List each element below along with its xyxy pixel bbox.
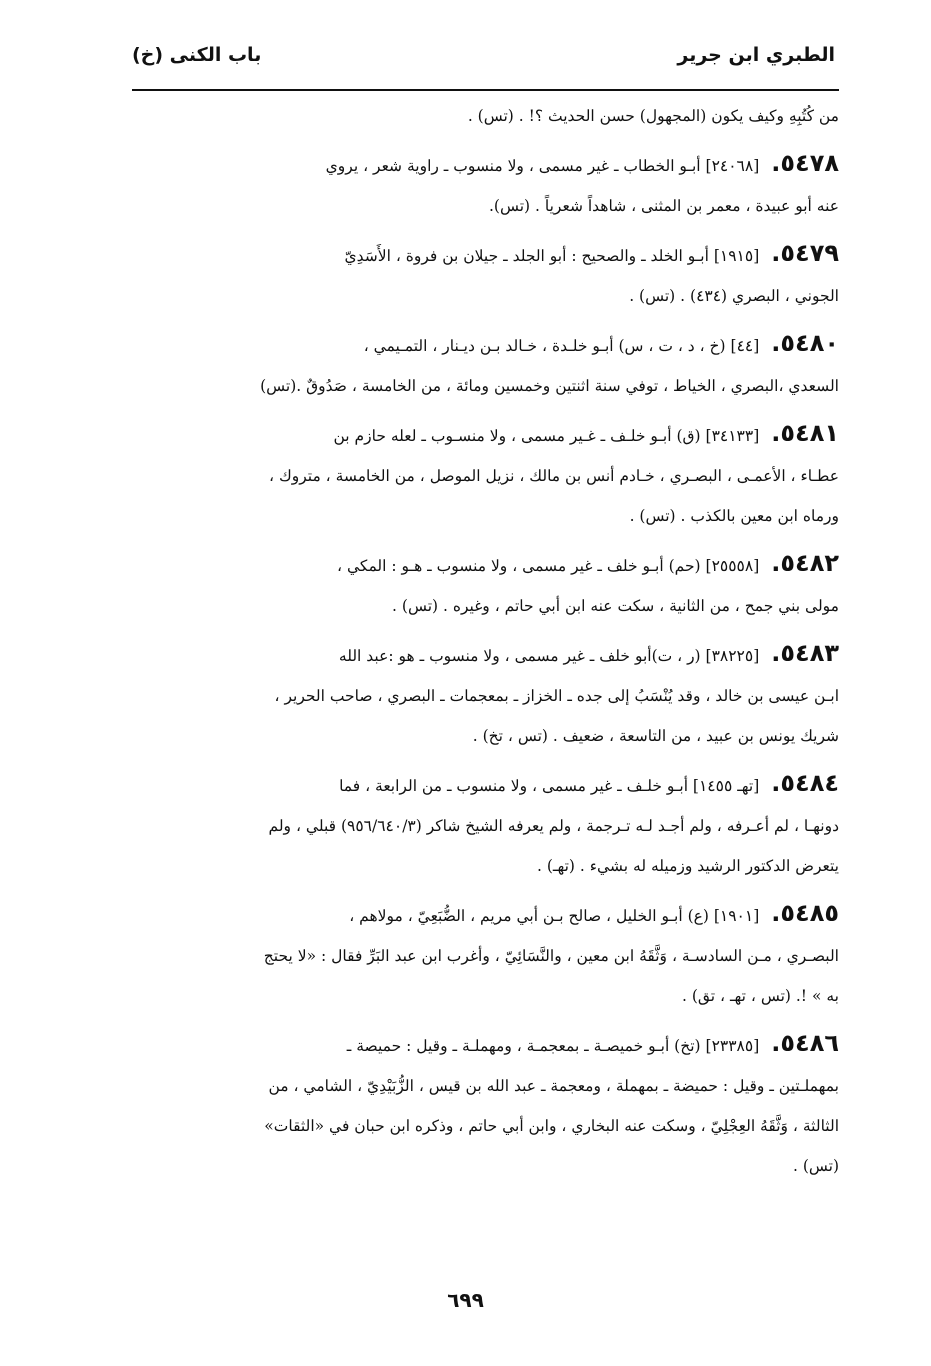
entry-text: [١٩٠١] (ع) أبـو الخليل ، صالح بـن أبي مريم ، الضُّبَعِيّ ، مولاهم ، [349, 907, 760, 925]
entry-line [132, 406, 839, 456]
entry-line [132, 536, 839, 586]
text-line: عطـاء ، الأعمـى ، البصـري ، خـادم أنس بن مالك ، نزيل الموصل ، من الخامسة ، متروك ، [269, 467, 839, 485]
entry-number: ٥٤٨٢. [771, 549, 839, 577]
entry-number: ٥٤٧٨. [771, 149, 839, 177]
page-body [132, 96, 839, 1186]
header-rule [132, 89, 839, 91]
entry-line [132, 756, 839, 806]
entry-text: [٤٤] (خ ، د ، ت ، س) أبـو خلـدة ، خـالد بـن ديـنار ، التمـيمي ، [363, 337, 760, 355]
text-line: بمهملـتين ـ وقيل : حميضة ـ بمهملة ، ومعجمة ـ عبد الله بن قيس ، الزُّبَيْدِيّ ، الشامي ، من [268, 1077, 839, 1095]
entry-line [132, 316, 839, 366]
running-title: الطبري ابن جرير [677, 44, 835, 66]
text-line: شريك يونس بن عبيد ، من التاسعة ، ضعيف . (تس ، تخ) . [472, 727, 839, 745]
entry-line [132, 886, 839, 936]
text-line: يتعرض الدكتور الرشيد وزميله له بشيء . (تهـ) . [537, 857, 839, 875]
entry-text: [٢٥٥٥٨] (حم) أبـو خلف ـ غير مسمى ، ولا منسوب ـ هـو : المكي ، [337, 557, 760, 575]
text-line: البصـري ، مـن السادسـة ، وَثَّقَهُ ابن معين ، والنَّسَائِيّ ، وأغرب ابن عبد البَرِّ فقال : «لا يحتج [263, 947, 839, 965]
entry-line [132, 626, 839, 676]
entry-text: [٣٤١٣٣] (ق) أبـو خلـف ـ غـير مسمى ، ولا منسـوب ـ لعله حازم بن [333, 427, 760, 445]
text-line: ابـن عيسى بن خالد ، وقد يُنْسَبُ إلى جده ـ الخزاز ـ بمعجمات ـ البصري ، صاحب الحرير ، [274, 687, 839, 705]
entry-text: [١٩١٥] أبـو الخلد ـ والصحيح : أبو الجلد ـ جيلان بن فروة ، الأَسَدِيّ [344, 247, 760, 265]
entry-text: [٢٤٠٦٨] أبـو الخطاب ـ غير مسمى ، ولا منسوب ـ راوية شعر ، يروي [325, 157, 760, 175]
entry-text: [٣٨٢٢٥] (ر ، ت)أبو خلف ـ غير مسمى ، ولا منسوب ـ هو :عبد الله [338, 647, 760, 665]
text-line: الثالثة ، وَثَّقَهُ العِجْلِيّ ، وسكت عنه البخاري ، وابن أبي حاتم ، وذكره ابن حبان في «الثقات» [264, 1117, 839, 1135]
entry-number: ٥٤٧٩. [771, 239, 839, 267]
page-header [132, 44, 835, 84]
text-line: دونهـا ، لم أعـرفه ، ولم أجـد لـه تـرجمة ، ولم يعرفه الشيخ شاكر (٩٥٦/٦٤٠/٣) قبلي ، ولم [268, 817, 839, 835]
text-line: عنه أبو عبيدة ، معمر بن المثنى ، شاهداً شعرياً . (تس). [489, 197, 839, 215]
text-line: من كُتُبِهِ وكيف يكون (المجهول) حسن الحديث ؟! . (تس) . [467, 107, 839, 125]
entry-line [132, 226, 839, 276]
entry-number: ٥٤٨٥. [771, 899, 839, 927]
text-line: مولى بني جمح ، من الثانية ، سكت عنه ابن أبي حاتم ، وغيره . (تس) . [392, 597, 839, 615]
text-line: (تس) . [792, 1157, 839, 1175]
entry-number: ٥٤٨٤. [771, 769, 839, 797]
entry-text: [تهـ ١٤٥٥] أبـو خلـف ـ غير مسمى ، ولا منسوب ـ من الرابعة ، فما [339, 777, 760, 795]
text-line: الجوني ، البصري (٤٣٤) . (تس) . [629, 287, 839, 305]
entry-text: [٢٣٣٨٥] (تخ) أبـو خميصـة ـ بمعجمـة ، ومهملـة ـ وقيل : حميصة ـ [346, 1037, 760, 1055]
entry-number: ٥٤٨٦. [771, 1029, 839, 1057]
entry-line [132, 136, 839, 186]
entry-number: ٥٤٨٣. [771, 639, 839, 667]
text-line: به » !. (تس ، تهـ ، تق) . [681, 987, 839, 1005]
text-line: ورماه ابن معين بالكذب . (تس) . [629, 507, 839, 525]
chapter-title: باب الكنى (خ) [132, 44, 262, 66]
entry-number: ٥٤٨٠. [771, 329, 839, 357]
page-number: ٦٩٩ [447, 1288, 484, 1312]
text-line: السعدي ،البصري ، الخياط ، توفي سنة اثنتين وخمسين ومائة ، من الخامسة ، صَدُوقٌ .(تس) [260, 377, 839, 395]
entry-line [132, 1016, 839, 1066]
entry-number: ٥٤٨١. [771, 419, 839, 447]
